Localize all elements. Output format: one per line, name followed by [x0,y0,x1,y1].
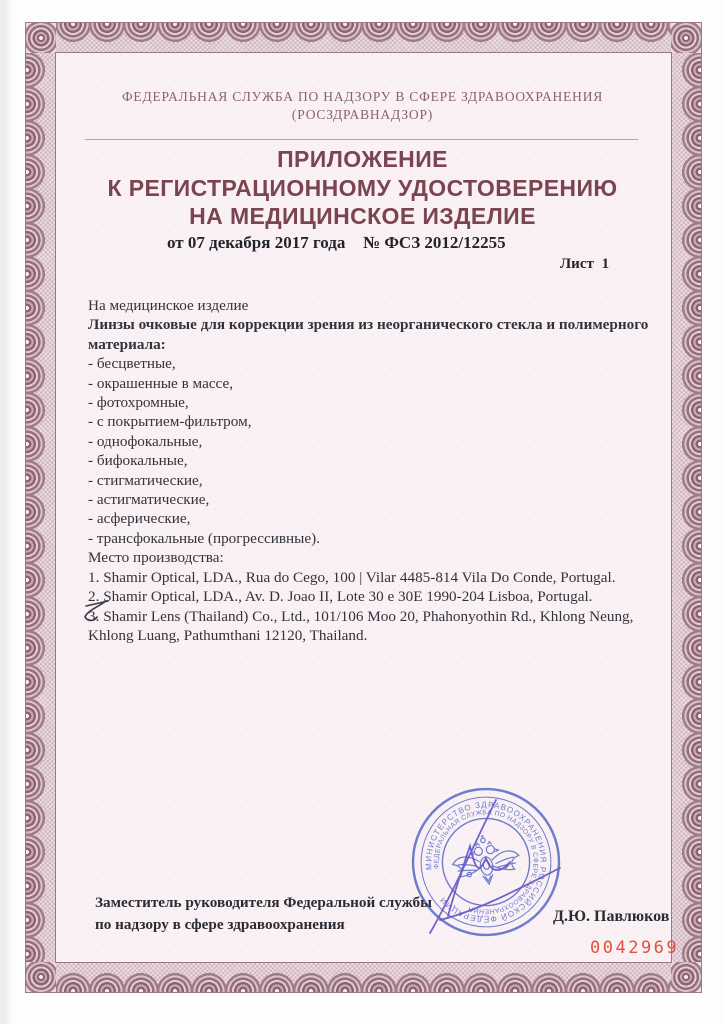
list-item: - бесцветные, [88,355,176,373]
signer-title-line: по надзору в сфере здравоохранения [95,916,345,933]
guilloche-border-top [56,23,671,53]
document-title [40,145,685,231]
guilloche-corner-rosette [671,23,701,53]
production-site: 1. Shamir Optical, LDA., Rua do Cego, 100 | Vilar 4485-814 Vila Do Conde, Portugal. [88,568,616,586]
list-item: - асферические, [88,510,191,528]
agency-name: ФЕДЕРАЛЬНАЯ СЛУЖБА ПО НАДЗОРУ В СФЕРЕ ЗДРАВООХРАНЕНИЯ [121,89,604,104]
production-site: 3. Shamir Lens (Thailand) Co., Ltd., 101/106 Moo 20, Phahonyothin Rd., Khlong Neung, Khlong Luang, Pathumthani 12120, Thailand. [88,607,634,644]
agency-short-name: (РОСЗДРАВНАДЗОР) [291,107,434,122]
device-intro: На медицинское изделие [88,297,249,314]
document-body [88,296,654,645]
signer-name: Д.Ю. Павлюков [553,908,670,925]
list-item: - бифокальные, [88,452,188,470]
list-item: - трансфокальные (прогрессивные). [88,529,320,547]
stamp-outer-ring-text: МИНИСТЕРСТВО ЗДРАВООХРАНЕНИЯ РОССИЙСКОЙ ФЕДЕРАЦИИ [424,800,548,924]
title-line: К РЕГИСТРАЦИОННОМУ УДОСТОВЕРЕНИЮ [107,174,618,201]
sheet-number: Лист 1 [560,256,610,272]
stamp-inner-ring-text: ФЕДЕРАЛЬНАЯ СЛУЖБА ПО НАДЗОРУ В СФЕРЕ ЗДРАВООХРАНЕНИЯ [433,809,539,915]
list-item: - с покрытием-фильтром, [88,413,252,431]
list-item: - фотохромные, [88,394,189,412]
title-line: ПРИЛОЖЕНИЕ [277,146,448,172]
device-name: Линзы очковые для коррекции зрения из неорганического стекла и полимерного материала: [88,316,649,353]
list-item: - стигматические, [88,471,203,489]
production-site: 2. Shamir Optical, LDA., Av. D. Joao II, Lote 30 e 30E 1990-204 Lisboa, Portugal. [88,588,593,606]
registration-number: № ФСЗ 2012/12255 [363,233,506,252]
registration-date: от 07 декабря 2017 года [167,233,346,252]
title-line: НА МЕДИЦИНСКОЕ ИЗДЕЛИЕ [189,203,536,229]
signer-title [95,892,475,936]
handwritten-mark [80,596,124,632]
list-item: - астигматические, [88,491,210,509]
header-divider [85,139,638,140]
form-serial-number: 0042969 [590,938,680,958]
guilloche-corner-rosette [26,23,56,53]
guilloche-corner-rosette [671,962,701,992]
list-item: - окрашенные в массе, [88,374,234,392]
guilloche-corner-rosette [26,962,56,992]
issuing-agency [60,88,665,124]
production-heading: Место производства: [88,549,224,567]
guilloche-border-bottom [56,962,671,992]
list-item: - однофокальные, [88,432,203,450]
signer-title-line: Заместитель руководителя Федеральной службы [95,894,432,911]
